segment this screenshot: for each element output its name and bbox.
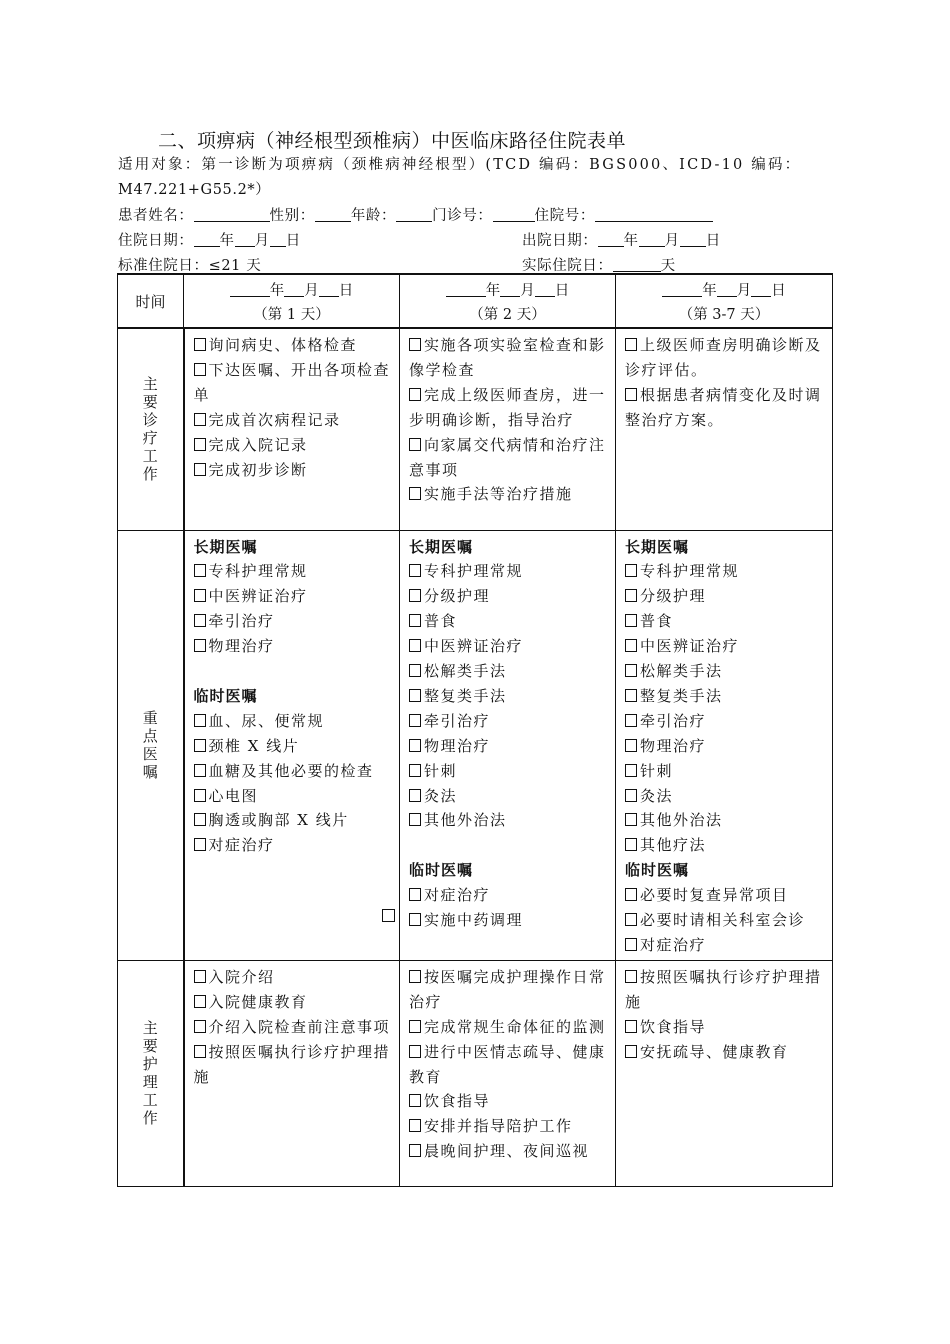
checkbox[interactable] <box>625 789 637 802</box>
checklist-item-label: 胸透或胸部 X 线片 <box>208 811 349 830</box>
long-term-orders-title: 长期医嘱 <box>409 537 474 556</box>
main-work-day1-list <box>194 333 392 482</box>
checkbox[interactable] <box>194 764 206 777</box>
checklist-item-label: 中医辨证治疗 <box>640 637 740 656</box>
checklist-item <box>194 734 392 759</box>
checklist-item-label: 安抚疏导、健康教育 <box>640 1042 789 1061</box>
day-label: 日 <box>771 283 786 299</box>
checklist-item-label: 完成常规生命体征的监测 <box>424 1017 606 1036</box>
checklist-item <box>625 883 824 908</box>
discharge-month-field[interactable] <box>639 232 665 247</box>
checkbox[interactable] <box>194 813 206 826</box>
checkbox[interactable] <box>194 639 206 652</box>
checklist-item-label: 入院健康教育 <box>208 992 308 1011</box>
checklist-item <box>409 609 607 634</box>
standard-stay-row <box>118 254 261 275</box>
pathway-table <box>117 273 833 1187</box>
checklist-item-label: 灸法 <box>640 786 674 805</box>
checkbox[interactable] <box>409 813 421 826</box>
checklist-item-label: 按医嘱完成护理操作日常治疗 <box>409 967 606 1011</box>
checkbox[interactable] <box>409 564 421 577</box>
year-label: 年 <box>702 283 717 299</box>
checklist-item-label: 普食 <box>424 612 458 631</box>
checklist-item <box>409 559 607 584</box>
checklist-item <box>625 659 824 684</box>
checkbox[interactable] <box>625 970 637 983</box>
checkbox[interactable] <box>194 739 206 752</box>
checklist-item <box>625 709 824 734</box>
checklist-item-label: 必要时请相关科室会诊 <box>640 911 806 930</box>
checkbox[interactable] <box>194 995 206 1008</box>
checklist-item-label: 对症治疗 <box>640 936 707 954</box>
age-field[interactable] <box>396 207 432 222</box>
checklist-item-label: 物理治疗 <box>640 736 707 755</box>
checklist-item-label: 饮食指导 <box>424 1092 491 1111</box>
checklist-item <box>194 833 392 858</box>
day2-month-field[interactable] <box>500 282 520 297</box>
nursing-day3 <box>616 960 833 1186</box>
nursing-label: 主要护理工作 <box>142 1019 158 1128</box>
nursing-day2-list <box>409 965 607 1164</box>
checklist-item-label: 物理治疗 <box>424 736 491 755</box>
checklist-item-label: 针刺 <box>424 761 458 780</box>
checkbox[interactable] <box>625 639 637 652</box>
checklist-item-label: 向家属交代病情和治疗注意事项 <box>409 435 606 479</box>
checklist-item <box>194 1040 392 1090</box>
checklist-item <box>194 784 392 809</box>
patient-info-row <box>118 204 713 225</box>
checkbox[interactable] <box>409 1144 421 1157</box>
checkbox[interactable] <box>194 714 206 727</box>
orders-day2 <box>400 530 616 960</box>
checklist-item-label: 安排并指导陪护工作 <box>424 1117 573 1136</box>
header-row <box>118 274 833 328</box>
day3-month-field[interactable] <box>717 282 737 297</box>
checkbox[interactable] <box>194 363 206 376</box>
admit-month-field[interactable] <box>235 232 255 247</box>
checklist-item <box>409 734 607 759</box>
checkbox[interactable] <box>625 664 637 677</box>
checklist-item-label: 对症治疗 <box>424 886 491 905</box>
checklist-item-label: 完成初步诊断 <box>208 460 308 479</box>
checkbox[interactable] <box>409 714 421 727</box>
checklist-item <box>409 1089 607 1114</box>
checklist-item <box>409 659 607 684</box>
checkbox[interactable] <box>194 1045 206 1058</box>
scope-line-2: M47.221+G55.2*） <box>118 182 271 198</box>
discharge-year-field[interactable] <box>598 232 624 247</box>
temporary-orders-title: 临时医嘱 <box>193 686 258 705</box>
checklist-item-label: 必要时复查异常项目 <box>640 886 789 905</box>
checklist-item-label: 牵引治疗 <box>640 711 707 730</box>
sex-field[interactable] <box>315 207 351 222</box>
key-orders-label-cell <box>118 530 184 960</box>
time-header-label: 时间 <box>135 292 166 311</box>
checkbox[interactable] <box>409 1119 421 1132</box>
sex-label: 性别： <box>269 208 315 224</box>
checkbox[interactable] <box>194 970 206 983</box>
day1-month-field[interactable] <box>284 282 304 297</box>
main-work-day1 <box>184 328 400 530</box>
checklist-item-label: 牵引治疗 <box>208 612 275 631</box>
checklist-item-label: 松解类手法 <box>640 662 723 681</box>
admit-day-field[interactable] <box>270 232 286 247</box>
checkbox[interactable] <box>625 739 637 752</box>
checkbox[interactable] <box>409 739 421 752</box>
long-term-orders-title: 长期医嘱 <box>625 537 690 556</box>
checklist-item-label: 实施各项实验室检查和影像学检查 <box>409 336 606 379</box>
checklist-item <box>409 634 607 659</box>
checklist-item-label: 完成首次病程记录 <box>208 410 341 429</box>
checklist-item <box>625 759 824 784</box>
checkbox[interactable] <box>409 913 421 926</box>
checklist-item <box>409 383 607 433</box>
checklist-item-label: 普食 <box>640 612 674 631</box>
name-label: 患者姓名： <box>118 208 194 224</box>
orders-day1-temp-list <box>194 709 392 858</box>
discharge-date-row <box>522 229 721 250</box>
checklist-item <box>194 709 392 734</box>
checklist-item-label: 中医辨证治疗 <box>424 637 524 656</box>
checklist-item-label: 实施手法等治疗措施 <box>424 485 573 504</box>
checkbox[interactable] <box>625 689 637 702</box>
checklist-item <box>625 634 824 659</box>
checkbox[interactable] <box>194 438 206 451</box>
checklist-item <box>194 1015 392 1040</box>
day1-day-field[interactable] <box>319 282 339 297</box>
checklist-item-label: 询问病史、体格检查 <box>208 336 358 354</box>
stray-checkbox[interactable] <box>382 909 395 922</box>
checklist-item <box>409 1015 607 1040</box>
checkbox[interactable] <box>194 838 206 851</box>
orders-day2-long-list <box>409 559 607 833</box>
checklist-item-label: 饮食指导 <box>640 1017 707 1036</box>
checklist-item <box>194 358 392 408</box>
main-work-label: 主要诊疗工作 <box>142 375 158 484</box>
day2-year-field[interactable] <box>446 282 486 297</box>
checklist-item-label: 进行中医情志疏导、健康教育 <box>409 1042 606 1086</box>
nursing-row <box>118 960 833 1186</box>
day-label: 日 <box>554 283 570 299</box>
checkbox[interactable] <box>625 838 637 851</box>
checklist-item <box>194 333 392 358</box>
time-header <box>118 274 184 328</box>
checklist-item <box>625 784 824 809</box>
checklist-item-label: 按照医嘱执行诊疗护理措施 <box>193 1042 391 1086</box>
checkbox[interactable] <box>194 589 206 602</box>
actual-stay-row <box>522 254 676 275</box>
page-title: 二、项痹病（神经根型颈椎病）中医临床路径住院表单 <box>158 130 627 152</box>
checklist-item <box>194 965 392 990</box>
orders-day1 <box>184 530 400 960</box>
clinic-number-field[interactable] <box>493 207 535 222</box>
checklist-item-label: 专科护理常规 <box>424 562 524 581</box>
checkbox[interactable] <box>409 438 421 451</box>
checklist-item <box>409 1139 607 1164</box>
main-work-label-cell <box>118 328 184 530</box>
checklist-item <box>625 734 824 759</box>
checkbox[interactable] <box>409 338 421 351</box>
year-label: 年 <box>623 233 639 249</box>
checklist-item <box>625 833 824 858</box>
scope-line-1: 适用对象：第一诊断为项痹病（颈椎病神经根型）(TCD 编码：BGS000、ICD-10 编码： <box>118 157 802 173</box>
checkbox[interactable] <box>194 338 206 351</box>
year-label: 年 <box>485 283 501 299</box>
actual-stay-field[interactable] <box>613 257 661 272</box>
day-label: 日 <box>285 233 301 249</box>
checklist-item <box>194 559 392 584</box>
main-work-day2-list <box>409 333 607 507</box>
checkbox[interactable] <box>194 463 206 476</box>
checkbox[interactable] <box>625 938 637 951</box>
day2-label: （第 2 天） <box>469 307 546 323</box>
day1-header <box>184 274 400 328</box>
checkbox[interactable] <box>625 714 637 727</box>
checklist-item <box>625 808 824 833</box>
checklist-item <box>409 784 607 809</box>
day3-label: （第 3-7 天） <box>678 307 770 323</box>
checklist-item <box>194 458 392 483</box>
admit-year-field[interactable] <box>194 232 220 247</box>
clinic-label: 门诊号： <box>432 208 493 224</box>
checklist-item <box>194 433 392 458</box>
year-label: 年 <box>219 233 235 249</box>
checkbox[interactable] <box>409 1020 421 1033</box>
checklist-item-label: 松解类手法 <box>424 662 507 681</box>
checkbox[interactable] <box>409 487 421 500</box>
nursing-day2 <box>400 960 616 1186</box>
nursing-day1 <box>184 960 400 1186</box>
checklist-item-label: 血糖及其他必要的检查 <box>208 761 374 780</box>
checkbox[interactable] <box>625 589 637 602</box>
checklist-item <box>409 482 607 507</box>
checklist-item-label: 血、尿、便常规 <box>208 711 325 730</box>
checklist-item-label: 针刺 <box>640 761 674 780</box>
year-label: 年 <box>269 283 285 299</box>
age-label: 年龄： <box>350 208 397 224</box>
checkbox[interactable] <box>625 388 637 401</box>
day1-label: （第 1 天） <box>253 307 330 323</box>
checklist-item-label: 牵引治疗 <box>424 711 491 730</box>
checklist-item-label: 完成入院记录 <box>208 435 308 454</box>
main-work-row <box>118 328 833 530</box>
orders-day3-long-list <box>625 559 824 858</box>
day2-day-field[interactable] <box>535 282 555 297</box>
orders-day2-temp-list <box>409 883 607 933</box>
orders-day3-temp-list <box>625 883 824 958</box>
temporary-orders-title: 临时医嘱 <box>409 861 474 880</box>
key-orders-row <box>118 530 833 960</box>
checklist-item <box>409 808 607 833</box>
checklist-item <box>625 584 824 609</box>
checklist-item-label: 专科护理常规 <box>640 562 740 581</box>
checkbox[interactable] <box>625 564 637 577</box>
checklist-item <box>409 709 607 734</box>
checklist-item <box>409 908 607 933</box>
checkbox[interactable] <box>409 689 421 702</box>
checklist-item-label: 灸法 <box>424 786 458 805</box>
checkbox[interactable] <box>409 589 421 602</box>
checklist-item-label: 入院介绍 <box>208 967 275 986</box>
checkbox[interactable] <box>625 813 637 826</box>
checkbox[interactable] <box>409 970 421 983</box>
checklist-item-label: 晨晚间护理、夜间巡视 <box>424 1142 590 1161</box>
checklist-item <box>625 908 824 933</box>
checklist-item <box>409 965 607 1015</box>
checklist-item-label: 下达医嘱、开出各项检查单 <box>193 360 391 404</box>
checklist-item-label: 分级护理 <box>640 587 707 606</box>
checkbox[interactable] <box>625 913 637 926</box>
checklist-item <box>625 333 824 383</box>
checkbox[interactable] <box>625 764 637 777</box>
checklist-item-label: 其他外治法 <box>640 811 723 830</box>
nursing-day3-list <box>625 965 824 1065</box>
checkbox[interactable] <box>625 888 637 901</box>
checklist-item-label: 根据患者病情变化及时调整治疗方案。 <box>625 385 822 429</box>
checklist-item <box>409 1114 607 1139</box>
checklist-item <box>625 1015 824 1040</box>
checklist-item <box>625 684 824 709</box>
month-label: 月 <box>736 283 752 299</box>
checkbox[interactable] <box>194 1020 206 1033</box>
day3-year-field[interactable] <box>662 282 702 297</box>
orders-day3 <box>616 530 833 960</box>
standard-stay-label: 标准住院日： <box>118 258 209 274</box>
actual-stay-label: 实际住院日： <box>522 258 613 274</box>
checklist-item <box>194 990 392 1015</box>
checkbox[interactable] <box>409 789 421 802</box>
key-orders-label: 重点医嘱 <box>142 709 158 782</box>
actual-stay-unit: 天 <box>660 258 676 274</box>
checklist-item <box>194 759 392 784</box>
checkbox[interactable] <box>625 1045 637 1058</box>
checkbox[interactable] <box>625 338 637 351</box>
checklist-item <box>625 383 824 433</box>
day2-header <box>400 274 616 328</box>
temporary-orders-title: 临时医嘱 <box>625 861 690 880</box>
checklist-item-label: 实施中药调理 <box>424 911 524 930</box>
checkbox[interactable] <box>194 564 206 577</box>
checkbox[interactable] <box>194 413 206 426</box>
checklist-item-label: 颈椎 X 线片 <box>208 736 300 755</box>
checklist-item-label: 物理治疗 <box>208 637 275 656</box>
checklist-item <box>194 609 392 634</box>
checkbox[interactable] <box>409 388 421 401</box>
nursing-day1-list <box>194 965 392 1090</box>
checklist-item <box>409 883 607 908</box>
checklist-item <box>625 1040 824 1065</box>
month-label: 月 <box>664 233 680 249</box>
orders-day1-long-list <box>194 559 392 659</box>
checkbox[interactable] <box>625 1020 637 1033</box>
checkbox[interactable] <box>409 764 421 777</box>
checklist-item-label: 整复类手法 <box>424 686 507 705</box>
checklist-item <box>194 584 392 609</box>
checklist-item-label: 对症治疗 <box>208 836 275 855</box>
checklist-item-label: 上级医师查房明确诊断及诊疗评估。 <box>625 336 822 379</box>
checkbox[interactable] <box>194 789 206 802</box>
day3-header <box>616 274 833 328</box>
checklist-item-label: 整复类手法 <box>640 686 723 705</box>
checkbox[interactable] <box>625 614 637 627</box>
checklist-item <box>409 684 607 709</box>
main-work-day3 <box>616 328 833 530</box>
checklist-item-label: 完成上级医师查房，进一步明确诊断，指导治疗 <box>409 385 606 429</box>
day3-day-field[interactable] <box>751 282 771 297</box>
checklist-item <box>625 965 824 1015</box>
main-work-day2 <box>400 328 616 530</box>
checklist-item-label: 介绍入院检查前注意事项 <box>208 1017 391 1036</box>
checklist-item <box>409 1040 607 1090</box>
checklist-item-label: 按照医嘱执行诊疗护理措施 <box>625 967 822 1011</box>
nursing-label-cell <box>118 960 184 1186</box>
checklist-item <box>409 759 607 784</box>
checklist-item-label: 其他疗法 <box>640 836 707 855</box>
inpatient-number-field[interactable] <box>595 207 713 222</box>
checkbox[interactable] <box>409 664 421 677</box>
month-label: 月 <box>304 283 319 299</box>
checklist-item <box>625 609 824 634</box>
standard-stay-value: ≤21 天 <box>208 258 262 274</box>
checklist-item-label: 其他外治法 <box>424 811 507 830</box>
checkbox[interactable] <box>409 639 421 652</box>
checklist-item-label: 中医辨证治疗 <box>208 587 308 606</box>
month-label: 月 <box>254 233 270 249</box>
checklist-item <box>625 933 824 958</box>
checklist-item <box>409 433 607 483</box>
checkbox[interactable] <box>409 888 421 901</box>
checkbox[interactable] <box>194 614 206 627</box>
discharge-day-field[interactable] <box>680 232 706 247</box>
long-term-orders-title: 长期医嘱 <box>193 537 258 556</box>
checklist-item <box>194 808 392 833</box>
month-label: 月 <box>520 283 535 299</box>
checklist-item <box>625 559 824 584</box>
day-label: 日 <box>705 233 721 249</box>
checklist-item <box>409 333 607 383</box>
discharge-label: 出院日期： <box>522 233 598 249</box>
day1-year-field[interactable] <box>230 282 270 297</box>
checkbox[interactable] <box>409 614 421 627</box>
name-field[interactable] <box>194 207 270 222</box>
checklist-item-label: 专科护理常规 <box>208 562 308 581</box>
checkbox[interactable] <box>409 1094 421 1107</box>
admit-label: 住院日期： <box>118 233 194 249</box>
checklist-item-label: 心电图 <box>208 786 259 805</box>
admit-date-row <box>118 229 301 250</box>
checklist-item <box>194 408 392 433</box>
checklist-item-label: 分级护理 <box>424 587 491 606</box>
day-label: 日 <box>338 283 354 299</box>
main-work-day3-list <box>625 333 824 433</box>
checkbox[interactable] <box>409 1045 421 1058</box>
checklist-item <box>194 634 392 659</box>
checklist-item <box>409 584 607 609</box>
inpatient-label: 住院号： <box>534 208 595 224</box>
